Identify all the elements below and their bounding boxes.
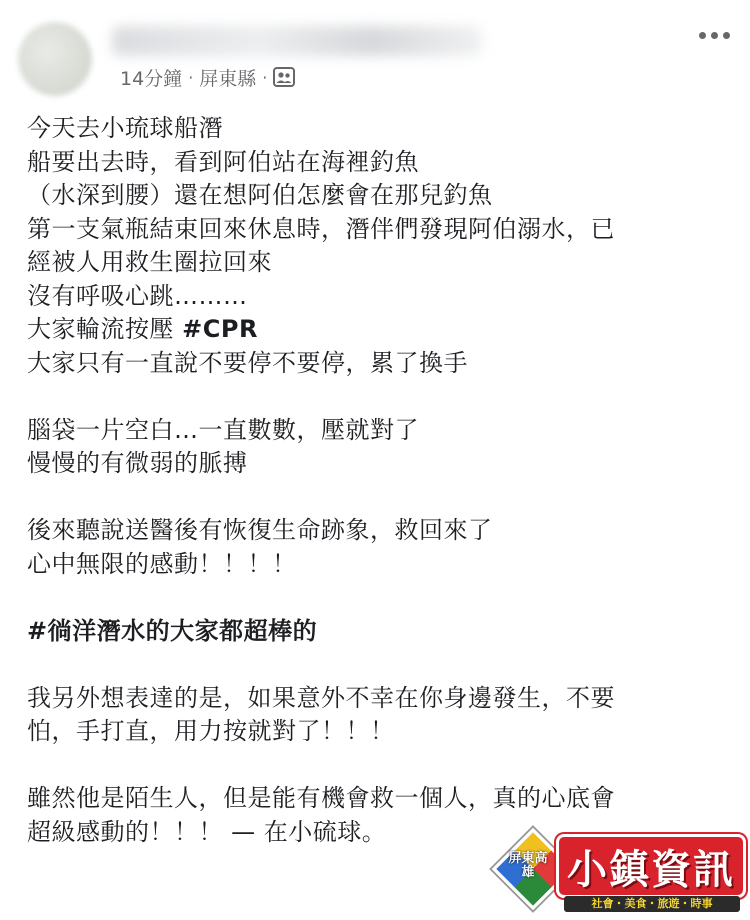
post-line: 沒有呼吸心跳………	[27, 281, 248, 310]
post-line: 第一支氣瓶結束回來休息時，潛伴們發現阿伯溺水，已	[27, 214, 615, 243]
post-line: 船要出去時，看到阿伯站在海裡釣魚	[27, 147, 419, 176]
friends-icon[interactable]	[273, 67, 295, 87]
hashtag-dive-shop[interactable]: #徜洋潛水的大家都超棒的	[27, 616, 318, 645]
watermark-badge-text: 屏東高雄	[508, 851, 548, 880]
post-line: （水深到腰）還在想阿伯怎麼會在那兒釣魚	[27, 181, 493, 209]
more-options-icon[interactable]	[699, 32, 730, 39]
post-line: 後來聽說送醫後有恢復生命跡象，救回來了	[27, 516, 493, 544]
post-line-text: 大家輪流按壓	[27, 315, 174, 343]
author-name-blurred[interactable]	[112, 26, 482, 56]
post-line: 今天去小琉球船潛	[27, 114, 223, 142]
hashtag-cpr[interactable]: #CPR	[182, 315, 258, 343]
meta-separator: ·	[188, 67, 194, 87]
meta-separator-2: ·	[262, 67, 268, 87]
post-line: 經被人用救生圈拉回來	[27, 248, 272, 276]
post-location[interactable]: 屏東縣	[199, 67, 257, 90]
post-line: 我另外想表達的是，如果意外不幸在你身邊發生，不要	[27, 683, 615, 712]
post-line: 雖然他是陌生人，但是能有機會救一個人，真的心底會	[27, 784, 615, 812]
watermark-tagline: 社會・美食・旅遊・時事	[564, 896, 740, 912]
watermark-title-box	[556, 834, 746, 898]
post-timestamp[interactable]: 14分鐘	[120, 67, 183, 90]
paragraph-gap	[27, 749, 732, 783]
post-line: 怕，手打直，用力按就對了！！！	[27, 717, 395, 745]
paragraph-gap	[27, 380, 732, 414]
post-body	[27, 112, 732, 849]
post-line: 腦袋一片空白…一直數數，壓就對了	[27, 415, 419, 444]
post-meta	[120, 62, 295, 92]
avatar[interactable]	[18, 22, 92, 96]
post-line-checkin: 超級感動的！！！ — 在小硫球。	[27, 817, 387, 846]
news-watermark	[504, 834, 744, 914]
post-line: 慢慢的有微弱的脈搏	[27, 449, 248, 477]
post-header	[0, 0, 750, 100]
paragraph-gap	[27, 648, 732, 682]
paragraph-gap	[27, 481, 732, 515]
paragraph-gap	[27, 581, 732, 615]
post-line: 大家只有一直說不要停不要停，累了換手	[27, 348, 468, 377]
watermark-title: 小鎮資訊	[567, 846, 735, 893]
post-line: 心中無限的感動！！！！	[27, 549, 297, 578]
post-line-with-hashtag	[27, 313, 732, 347]
